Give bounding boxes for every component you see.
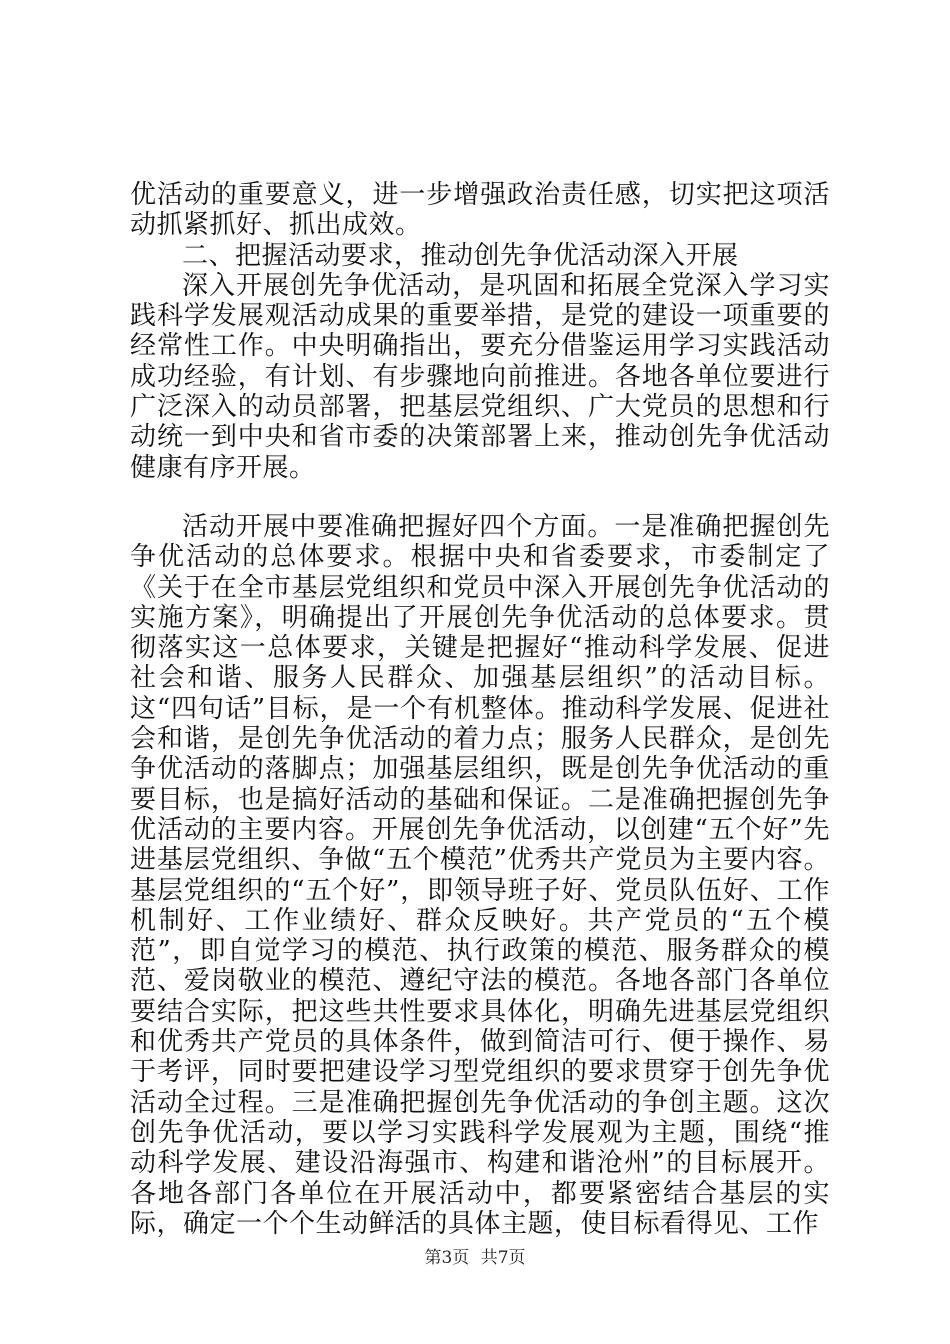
paragraph-1: 深入开展创先争优活动，是巩固和拓展全党深入学习实践科学发展观活动成果的重要举措，是党的建设一项重要的经常性工作。中央明确指出，要充分借鉴运用学习实践活动成功经验，有计划、有步骤地向前推进。各地各单位要进行广泛深入的动员部署，把基层党组织、广大党员的思想和行动统一到中央和省市委的决策部署上来，推动创先争优活动健康有序开展。 — [130, 270, 830, 483]
text-block-lower — [130, 512, 830, 1239]
section-heading: 二、把握活动要求，推动创先争优活动深入开展 — [182, 240, 739, 271]
page-footer — [0, 1247, 950, 1269]
continuation-paragraph: 优活动的重要意义，进一步增强政治责任感，切实把这项活动抓紧抓好、抓出成效。 — [130, 180, 830, 241]
page-number: 第3页 — [424, 1248, 470, 1268]
page-total: 共7页 — [480, 1248, 526, 1268]
paragraph-2: 活动开展中要准确把握好四个方面。一是准确把握创先争优活动的总体要求。根据中央和省委要求，市委制定了《关于在全市基层党组织和党员中深入开展创先争优活动的实施方案》，明确提出了开展创先争优活动的总体要求。贯彻落实这一总体要求，关键是把握好“推动科学发展、促进社会和谐、服务人民群众、加强基层组织”的活动目标。这“四句话”目标，是一个有机整体。推动科学发展、促进社会和谐，是创先争优活动的着力点；服务人民群众，是创先争优活动的落脚点；加强基层组织，既是创先争优活动的重要目标，也是搞好活动的基础和保证。二是准确把握创先争优活动的主要内容。开展创先争优活动，以创建“五个好”先进基层党组织、争做“五个模范”优秀共产党员为主要内容。基层党组织的“五个好”，即领导班子好、党员队伍好、工作机制好、工作业绩好、群众反映好。共产党员的“五个模范”，即自觉学习的模范、执行政策的模范、服务群众的模范、爱岗敬业的模范、遵纪守法的模范。各地各部门各单位要结合实际，把这些共性要求具体化，明确先进基层党组织和优秀共产党员的具体条件，做到简洁可行、便于操作、易于考评，同时要把建设学习型党组织的要求贯穿于创先争优活动全过程。三是准确把握创先争优活动的争创主题。这次创先争优活动，要以学习实践科学发展观为主题，围绕“推动科学发展、建设沿海强市、构建和谐沧州”的目标展开。各地各部门各单位在开展活动中，都要紧密结合基层的实际，确定一个个生动鲜活的具体主题，使目标看得见、工作 — [130, 512, 830, 1239]
text-block-upper — [130, 180, 830, 483]
